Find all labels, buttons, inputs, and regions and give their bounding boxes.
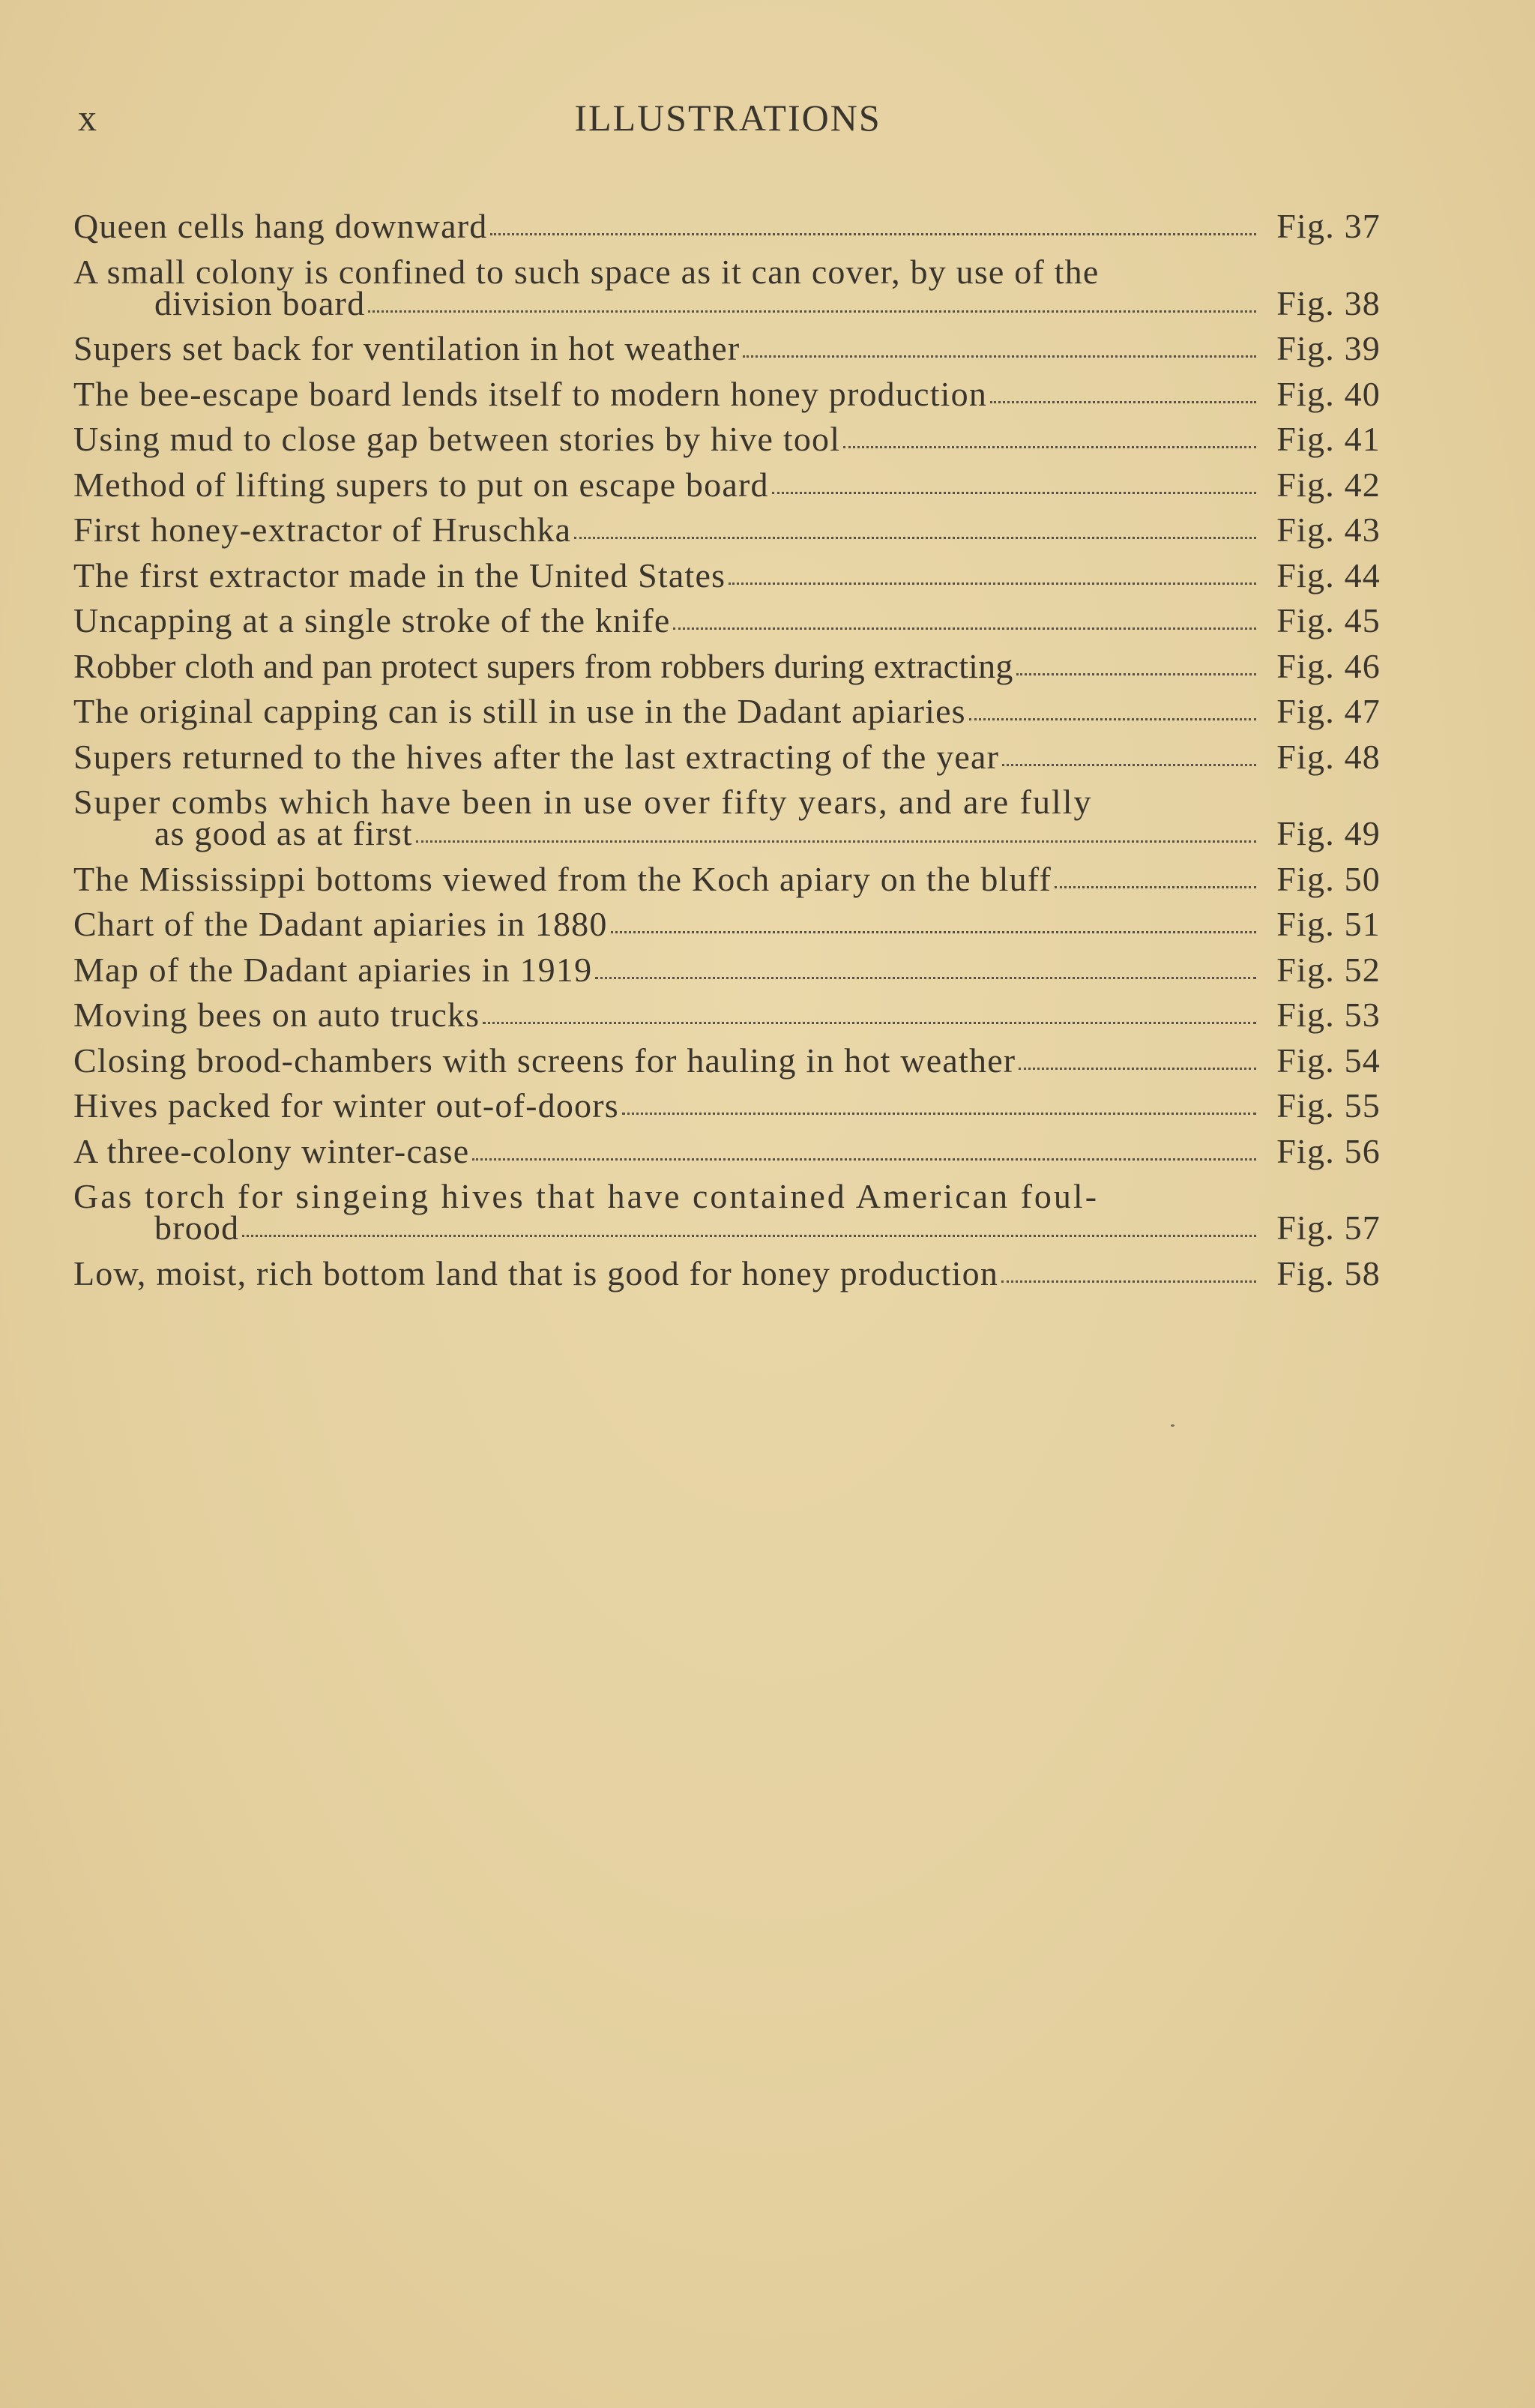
entry-title: Moving bees on auto trucks: [73, 996, 480, 1034]
entry-title: The Mississippi bottoms viewed from the Koch apiary on the bluff: [73, 859, 1052, 898]
entry-title-line1: A small colony is confined to such space as it can cover, by use of the: [73, 252, 1100, 291]
figure-number: Fig. 45: [1276, 601, 1381, 639]
list-item: [73, 376, 1381, 412]
entry-title-line2: brood: [154, 1208, 240, 1247]
entry-title: Supers set back for ventilation in hot weather: [73, 329, 741, 367]
list-item: [73, 906, 1381, 942]
figure-number: Fig. 43: [1276, 511, 1381, 549]
entry-title: Supers returned to the hives after the last extracting of the year: [73, 737, 1000, 776]
entry-title-line1: Gas torch for singeing hives that have contained American foul-: [73, 1177, 1100, 1215]
dot-leader: [368, 310, 1256, 313]
figure-number: Fig. 38: [1276, 283, 1381, 322]
list-item: [73, 1179, 1381, 1246]
dot-leader: [483, 1022, 1256, 1024]
list-item: [73, 512, 1381, 548]
page-number: x: [78, 97, 98, 139]
dot-leader: [622, 1113, 1256, 1115]
list-item: [73, 739, 1381, 775]
figure-number: Fig. 48: [1276, 737, 1381, 776]
dot-leader: [574, 537, 1256, 539]
dot-leader: [1019, 1068, 1256, 1070]
entry-title: Using mud to close gap between stories by hive tool: [73, 420, 841, 458]
entry-title: Hives packed for winter out-of-doors: [73, 1086, 619, 1125]
list-item: [73, 331, 1381, 367]
list-item: [73, 208, 1381, 244]
entry-title-line2: division board: [154, 283, 366, 322]
dot-leader: [673, 627, 1256, 630]
figure-number: Fig. 57: [1276, 1208, 1381, 1247]
dot-leader: [1002, 764, 1256, 766]
list-item: [73, 254, 1381, 322]
entry-title: Uncapping at a single stroke of the knife: [73, 601, 671, 639]
list-item: [73, 1131, 1381, 1170]
dot-leader: [990, 401, 1256, 403]
figure-number: Fig. 49: [1276, 814, 1381, 852]
dot-leader: [743, 355, 1256, 358]
list-item: [73, 558, 1381, 594]
illustrations-list: [73, 208, 1381, 1301]
running-title: ILLUSTRATIONS: [574, 97, 881, 139]
figure-number: Fig. 53: [1276, 996, 1381, 1034]
list-item: [73, 421, 1381, 457]
list-item: [73, 1043, 1381, 1079]
list-item: [73, 603, 1381, 639]
list-item: [73, 648, 1381, 684]
entry-title: Method of lifting supers to put on escape board: [73, 465, 769, 504]
page-header: [72, 96, 1384, 141]
entry-title: The first extractor made in the United States: [73, 556, 726, 595]
entry-title-line1: Super combs which have been in use over fifty years, and are fully: [73, 783, 1093, 821]
figure-number: Fig. 40: [1276, 374, 1381, 413]
entry-title-line2: as good as at first: [154, 814, 413, 852]
figure-number: Fig. 51: [1276, 905, 1381, 943]
dot-leader: [729, 583, 1256, 585]
figure-number: Fig. 54: [1276, 1041, 1381, 1080]
entry-title: The original capping can is still in use in the Dadant apiaries: [73, 692, 966, 730]
dot-leader: [472, 1158, 1256, 1161]
figure-number: Fig. 55: [1276, 1086, 1381, 1125]
dot-leader: [490, 233, 1256, 235]
figure-number: Fig. 46: [1276, 646, 1381, 685]
figure-number: Fig. 41: [1276, 420, 1381, 458]
figure-number: Fig. 37: [1276, 207, 1381, 245]
dot-leader: [611, 931, 1256, 933]
figure-number: Fig. 47: [1276, 692, 1381, 730]
dot-leader: [1055, 886, 1256, 888]
entry-title: Low, moist, rich bottom land that is good for honey production: [73, 1253, 999, 1292]
figure-number: Fig. 44: [1276, 556, 1381, 595]
entry-title: First honey-extractor of Hruschka: [73, 511, 572, 549]
list-item: [73, 952, 1381, 988]
entry-title: Robber cloth and pan protect supers from robbers during extracting: [73, 646, 1013, 685]
entry-title: A three-colony winter-case: [73, 1131, 470, 1170]
entry-title: Closing brood-chambers with screens for hauling in hot weather: [73, 1041, 1016, 1080]
dot-leader: [416, 840, 1256, 843]
dot-leader: [772, 492, 1256, 494]
dot-leader: [969, 718, 1256, 720]
dot-leader: [595, 977, 1256, 979]
figure-number: Fig. 56: [1276, 1131, 1381, 1170]
figure-number: Fig. 42: [1276, 465, 1381, 504]
figure-number: Fig. 52: [1276, 950, 1381, 989]
figure-number: Fig. 39: [1276, 329, 1381, 367]
list-item: [73, 784, 1381, 852]
dot-leader: [242, 1235, 1256, 1237]
list-item: [73, 467, 1381, 503]
list-item: [73, 861, 1381, 897]
entry-title: The bee-escape board lends itself to modern honey production: [73, 374, 988, 413]
list-item: [73, 693, 1381, 729]
dot-leader: [1001, 1280, 1256, 1283]
list-item: [73, 1088, 1381, 1124]
dot-leader: [1016, 673, 1256, 675]
entry-title: Map of the Dadant apiaries in 1919: [73, 950, 593, 989]
figure-number: Fig. 58: [1276, 1253, 1381, 1292]
entry-title: Queen cells hang downward: [73, 207, 488, 245]
paper-speck: [1171, 1424, 1174, 1427]
dot-leader: [843, 446, 1256, 448]
entry-title: Chart of the Dadant apiaries in 1880: [73, 905, 608, 943]
list-item: [73, 1253, 1381, 1292]
list-item: [73, 997, 1381, 1033]
figure-number: Fig. 50: [1276, 859, 1381, 898]
